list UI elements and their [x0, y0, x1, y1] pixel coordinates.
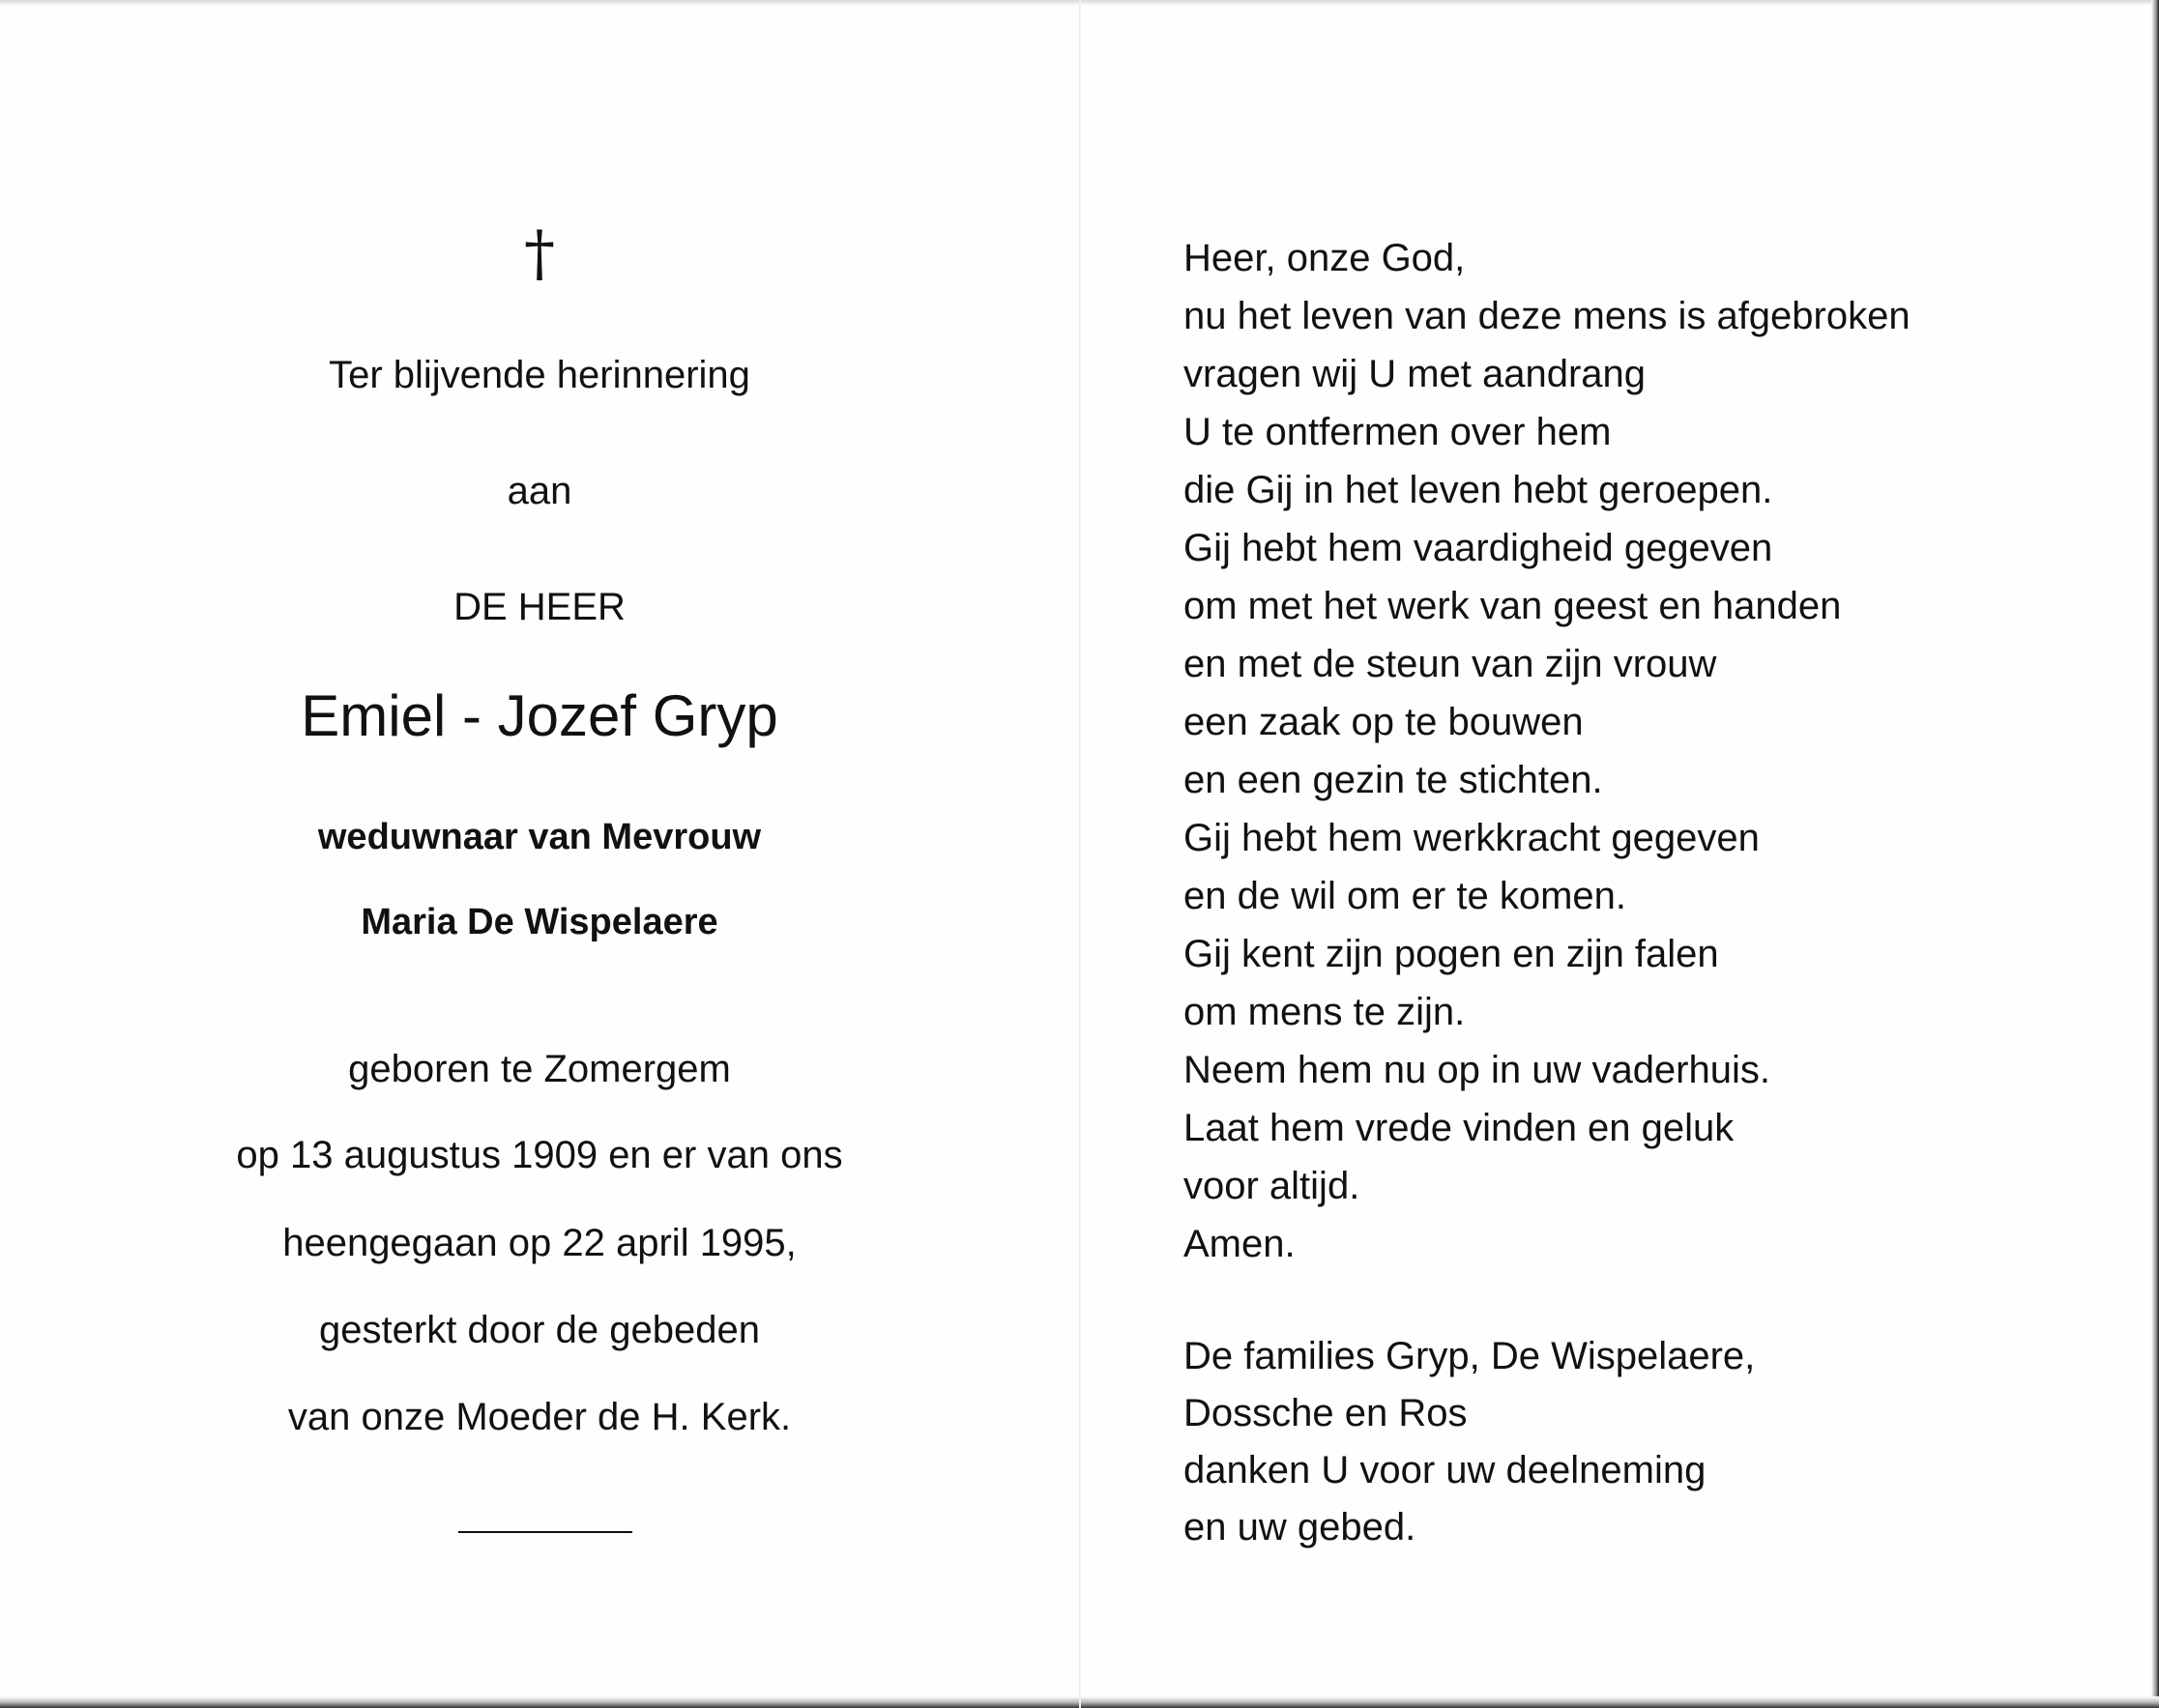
prayer-line: Neem hem nu op in uw vaderhuis. [1183, 1049, 1770, 1091]
prayer-line: en een gezin te stichten. [1183, 759, 1603, 801]
spouse-name: Maria De Wispelaere [361, 902, 718, 942]
title-text: DE HEER [453, 586, 626, 628]
prayer-line: vragen wij U met aandrang [1183, 353, 1647, 395]
cross-icon: † [524, 218, 555, 290]
thanks-line: danken U voor uw deelneming [1183, 1449, 1707, 1491]
prayer-line: U te ontfermen over hem [1183, 411, 1612, 453]
prayer-line: voor altijd. [1183, 1165, 1360, 1207]
prayer-line: om met het werk van geest en handen [1183, 585, 1842, 627]
detail-line: gesterkt door de gebeden [319, 1309, 760, 1351]
right-panel [1183, 0, 2054, 1708]
prayer-text [1183, 234, 1911, 1278]
prayer-line: Laat hem vrede vinden en geluk [1183, 1107, 1735, 1149]
prayer-line: en met de steun van zijn vrouw [1183, 643, 1717, 685]
prayer-line: Gij hebt hem vaardigheid gegeven [1183, 527, 1773, 569]
intro-text: Ter blijvende herinnering [329, 354, 750, 396]
family-thanks [1183, 1332, 1755, 1560]
prayer-line: en de wil om er te komen. [1183, 875, 1626, 917]
prayer-line: Gij kent zijn pogen en zijn falen [1183, 933, 1719, 975]
to-text: aan [507, 470, 572, 512]
detail-line: heengegaan op 22 april 1995, [282, 1222, 797, 1264]
prayer-line: nu het leven van deze mens is afgebroken [1183, 295, 1911, 337]
prayer-line: om mens te zijn. [1183, 991, 1466, 1033]
widower-line: weduwnaar van Mevrouw [317, 817, 762, 857]
card-fold-line [1079, 0, 1081, 1708]
deceased-name: Emiel - Jozef Gryp [301, 683, 778, 748]
card-edge-right [2151, 0, 2159, 1708]
detail-line: van onze Moeder de H. Kerk. [287, 1396, 792, 1438]
left-panel [0, 0, 1079, 1708]
prayer-line: Heer, onze God, [1183, 237, 1466, 279]
prayer-line: Gij hebt hem werkkracht gegeven [1183, 817, 1760, 859]
prayer-line: die Gij in het leven hebt geroepen. [1183, 469, 1773, 511]
thanks-line: Dossche en Ros [1183, 1392, 1468, 1434]
divider-line [458, 1531, 632, 1533]
prayer-line: Amen. [1183, 1223, 1296, 1265]
prayer-line: een zaak op te bouwen [1183, 701, 1584, 743]
thanks-line: De families Gryp, De Wispelaere, [1183, 1335, 1756, 1377]
detail-line: op 13 augustus 1909 en er van ons [236, 1134, 843, 1176]
thanks-line: en uw gebed. [1183, 1506, 1416, 1549]
detail-line: geboren te Zomergem [348, 1048, 731, 1090]
